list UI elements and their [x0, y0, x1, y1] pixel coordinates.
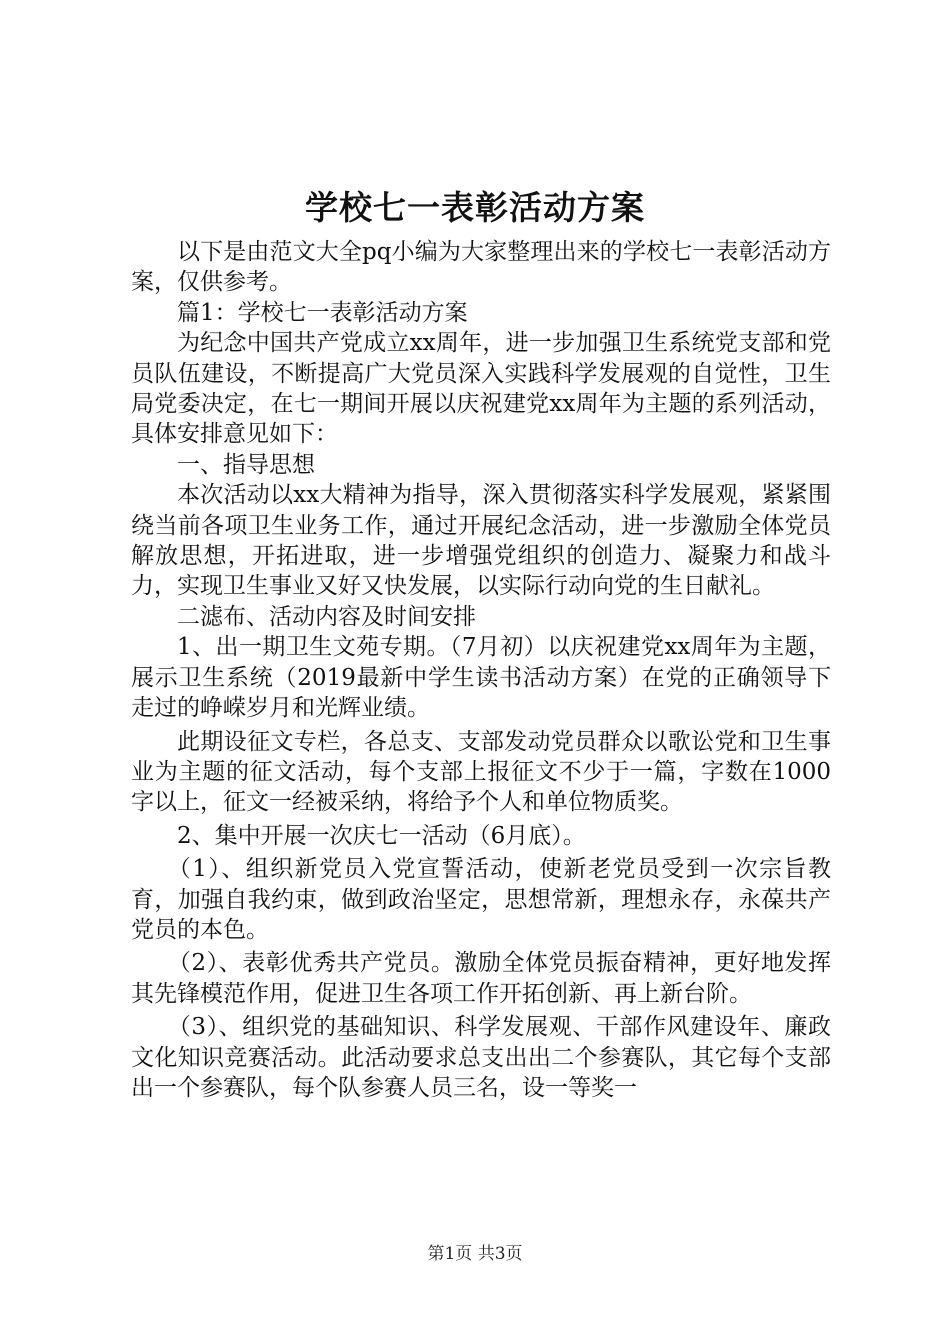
purpose-paragraph: 为纪念中国共产党成立xx周年，进一步加强卫生系统党支部和党员队伍建设，不断提高广大党员深入实践科学发展观的自觉性，卫生局党委决定，在七一期间开展以庆祝建党xx周年为主题的系列活动，具体安排意见如下： — [131, 330, 831, 448]
sub-item-2-paragraph: （2）、表彰优秀共产党员。激励全体党员振奋精神，更好地发挥其先锋模范作用，促进卫生各项工作开拓创新、再上新台阶。 — [131, 950, 831, 1007]
section-heading-guiding-ideology: 一、指导思想 — [177, 451, 315, 478]
document-title: 学校七一表彰活动方案 — [305, 188, 645, 227]
activity-item-2-paragraph: 2、集中开展一次庆七一活动（6月底）。 — [177, 822, 586, 849]
essay-column-paragraph: 此期设征文专栏，各总支、支部发动党员群众以歌讼党和卫生事业为主题的征文活动，每个支部上报征文不少于一篇，字数在1000字以上，征文一经被采纳，将给予个人和单位物质奖。 — [131, 728, 831, 816]
document-body — [131, 237, 831, 1103]
section-heading-part1: 篇1：学校七一表彰活动方案 — [177, 299, 468, 326]
sub-item-3-paragraph: （3）、组织党的基础知识、科学发展观、干部作风建设年、廉政文化知识竞赛活动。此活动要求总支出出二个参赛队，其它每个支部出一个参赛队，每个队参赛人员三名，设一等奖一 — [131, 1014, 831, 1101]
activity-item-1-paragraph: 1、出一期卫生文苑专期。（7月初）以庆祝建党xx周年为主题，展示卫生系统（2019最新中学生读书活动方案）在党的正确领导下走过的峥嵘岁月和光辉业绩。 — [131, 634, 831, 722]
section-heading-activity-content: 二滤布、活动内容及时间安排 — [177, 603, 476, 630]
intro-paragraph: 以下是由范文大全pq小编为大家整理出来的学校七一表彰活动方案，仅供参考。 — [131, 239, 831, 296]
guiding-ideology-paragraph: 本次活动以xx大精神为指导，深入贯彻落实科学发展观，紧紧围绕当前各项卫生业务工作，通过开展纪念活动，进一步激励全体党员解放思想，开拓进取，进一步增强党组织的创造力、凝聚力和战斗力，实现卫生事业又好又快发展，以实际行动向党的生日献礼。 — [131, 482, 831, 600]
page-footer: 第1页 共3页 — [427, 1244, 523, 1264]
sub-item-1-paragraph: （1）、组织新党员入党宣誓活动，使新老党员受到一次宗旨教育，加强自我约束，做到政治坚定，思想常新，理想永存，永葆共产党员的本色。 — [131, 856, 831, 943]
